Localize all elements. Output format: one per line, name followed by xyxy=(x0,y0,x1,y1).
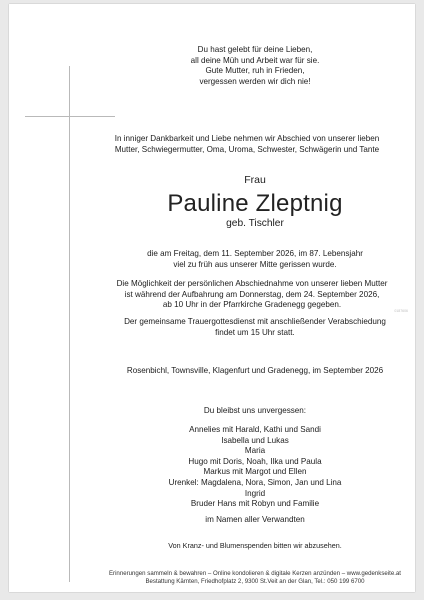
poem-line: vergessen werden wir dich nie! xyxy=(199,76,311,86)
mourners-list xyxy=(95,425,415,510)
death-notice-line: viel zu früh aus unserer Mitte gerissen wurde. xyxy=(173,259,337,269)
viewing-line: ab 10 Uhr in der Pfarrkirche Gradenegg gegeben. xyxy=(162,300,342,310)
flowers-request: Von Kranz- und Blumenspenden bitten wir abzusehen. xyxy=(168,541,342,550)
mourner-line: Bruder Hans mit Robyn und Familie xyxy=(190,499,320,509)
cross-vertical-line xyxy=(69,66,70,582)
mourner-line: Hugo mit Doris, Noah, Ilka und Paula xyxy=(188,456,322,466)
birth-name: geb. Tischler xyxy=(226,218,284,229)
reference-code: 0187606 xyxy=(394,309,408,313)
service-line: findet um 15 Uhr statt. xyxy=(215,327,295,337)
intro-line: In inniger Dankbarkeit und Liebe nehmen wir Abschied von unserer lieben xyxy=(114,134,380,143)
salutation: Frau xyxy=(244,174,266,186)
intro-text xyxy=(79,134,415,155)
poem-line: Du hast gelebt für deine Lieben, xyxy=(197,45,313,54)
viewing-line: ist während der Aufbahrung am Donnerstag, dem 24. September 2026, xyxy=(124,289,380,299)
cross-horizontal-line xyxy=(25,116,115,117)
parte-card xyxy=(9,4,415,592)
viewing-line: Die Möglichkeit der persönlichen Abschiednahme von unserer lieben Mutter xyxy=(116,279,388,288)
poem-line: all deine Müh und Arbeit war für sie. xyxy=(190,55,320,65)
remembrance-heading: Du bleibst uns unvergessen: xyxy=(203,406,307,415)
footer-line: Erinnerungen sammeln & bewahren – Online kondolieren & digitale Kerzen anzünden – www.gedenkseite.at xyxy=(108,570,401,577)
relatives-line: im Namen aller Verwandten xyxy=(205,515,305,524)
mourner-line: Ingrid xyxy=(244,488,266,498)
poem xyxy=(95,45,415,87)
mourner-line: Markus mit Margot und Ellen xyxy=(203,467,307,477)
death-notice xyxy=(95,249,415,270)
funeral-home-footer xyxy=(95,570,415,586)
footer-line: Bestattung Kärnten, Friedhofplatz 2, 9300 St.Veit an der Glan, Tel.: 050 199 6700 xyxy=(145,578,365,585)
poem-line: Gute Mutter, ruh in Frieden, xyxy=(205,66,305,76)
mourner-line: Annelies mit Harald, Kathi und Sandi xyxy=(189,425,321,434)
service-line: Der gemeinsame Trauergottesdienst mit anschließender Verabschiedung xyxy=(124,317,386,326)
viewing-info xyxy=(89,279,415,311)
deceased-name: Pauline Zleptnig xyxy=(167,190,343,217)
death-notice-line: die am Freitag, dem 11. September 2026, im 87. Lebensjahr xyxy=(147,249,363,258)
intro-line: Mutter, Schwiegermutter, Oma, Uroma, Schwester, Schwägerin und Tante xyxy=(114,144,380,154)
mourner-line: Maria xyxy=(244,446,266,456)
mourner-line: Urenkel: Magdalena, Nora, Simon, Jan und Lina xyxy=(168,477,342,487)
service-info xyxy=(95,317,415,338)
mourner-line: Isabella und Lukas xyxy=(221,435,289,445)
place-date: Rosenbichl, Townsville, Klagenfurt und Gradenegg, im September 2026 xyxy=(126,366,384,375)
